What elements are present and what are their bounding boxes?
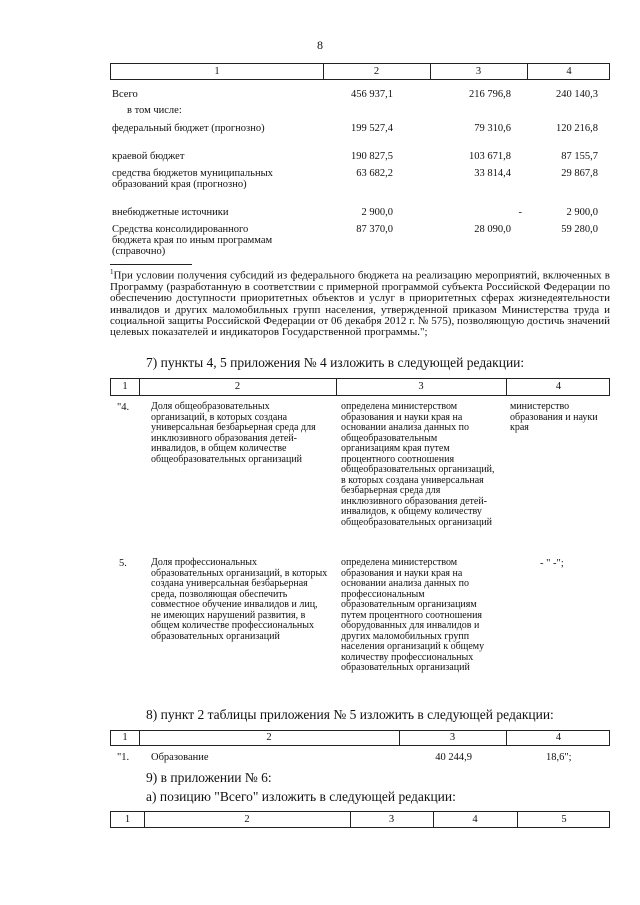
table1-row-c2: 87 370,0	[356, 224, 393, 235]
table1-row-label: внебюджетные источники	[112, 207, 229, 218]
table1-row-c3: 216 796,8	[469, 89, 511, 100]
table1-row-c2: 199 527,4	[351, 123, 393, 134]
table1-row-c2: 456 937,1	[351, 89, 393, 100]
paragraph-8: 8) пункт 2 таблицы приложения № 5 изложить в следующей редакции:	[146, 707, 554, 722]
table1-row-c2: 63 682,2	[356, 168, 393, 179]
table3-row-c3: 40 244,9	[435, 752, 472, 763]
table1-row-c4: 240 140,3	[556, 89, 598, 100]
table1-row-label: средства бюджетов муниципальных образований края (прогнозно)	[112, 168, 273, 190]
table1-header-col2: 2	[373, 66, 380, 77]
table2-row-responsible: - " -";	[540, 558, 564, 569]
table1-row-label: краевой бюджет	[112, 151, 185, 162]
table2-row-indicator: Доля общеобразовательных организаций, в которых создана универсальная безбарьерная среда для инклюзивного образования детей-инвалидов, в общем количестве общеобразовательных организаций	[151, 401, 316, 465]
table1-row-c4: 120 216,8	[556, 123, 598, 134]
table4-header-col4: 4	[472, 814, 478, 825]
table2-row-responsible: министерство образования и науки края	[510, 401, 598, 433]
paragraph-7: 7) пункты 4, 5 приложения № 4 изложить в следующей редакции:	[146, 355, 525, 370]
footnote	[110, 267, 610, 338]
table4-header-col2: 2	[244, 814, 250, 825]
table2-header-col3: 3	[418, 381, 424, 392]
footnote-marker: 1	[110, 268, 114, 276]
table1-row-label: Всего	[112, 89, 138, 100]
table1-row-c2: 190 827,5	[351, 151, 393, 162]
table1-row-c4: 59 280,0	[561, 224, 598, 235]
table1-header	[110, 63, 610, 80]
table1-row-c4: 29 867,8	[561, 168, 598, 179]
table2-header-col4: 4	[555, 381, 562, 392]
table2-header-col2: 2	[234, 381, 241, 392]
footnote-text: При условии получения субсидий из федерального бюджета на реализацию мероприятий, включенных в Программу (разработанную в соответствии с примерной программой субъекта Российской Федерации по обеспечению доступности приоритетных объектов и услуг в приоритетных сферах жизнедеятельности инвалидов и других маломобильных групп населения, утвержденной приказом Министерства труда и социальной защиты Российской Федерации от 06 декабря 2012 г. № 575), позволяющую достичь значений целевых показателей и индикаторов Государственной программы.";	[110, 269, 610, 339]
paragraph-9a: а) позицию "Всего" изложить в следующей редакции:	[146, 789, 456, 804]
table3-row-c4: 18,6";	[546, 752, 572, 763]
table3-header-col3: 3	[449, 732, 456, 743]
table1-row-label: федеральный бюджет (прогнозно)	[112, 123, 265, 134]
table1-row-c3: 79 310,6	[474, 123, 511, 134]
table2-row-num: "4.	[117, 402, 130, 413]
footnote-separator	[110, 264, 192, 265]
table1-row-c3: 33 814,4	[474, 168, 511, 179]
table1-row-label: в том числе:	[127, 105, 182, 116]
paragraph-9: 9) в приложении № 6:	[146, 770, 272, 785]
table1-row-c4: 87 155,7	[561, 151, 598, 162]
table2-header	[110, 378, 610, 396]
table4-header-col3: 3	[388, 814, 395, 825]
table1-header-col1: 1	[214, 66, 220, 77]
table3-header	[110, 730, 610, 746]
table1-row-c3: 28 090,0	[474, 224, 511, 235]
table1-header-col3: 3	[475, 66, 482, 77]
table2-row-method: определена министерством образования и науки края на основании анализа данных по общеобразовательным организациям края путем процентного соотношения общеобразовательных организаций, в которых создана универсальная безбарьерная среда для инклюзивного образования детей-инвалидов, к общему количеству общеобразовательных организаций	[341, 401, 495, 528]
table2-header-col1: 1	[122, 381, 128, 392]
page-number: 8	[317, 38, 323, 52]
table3-row-name: Образование	[151, 752, 209, 763]
table3-row-num: "1.	[117, 752, 130, 763]
table1-header-col4: 4	[566, 66, 572, 77]
table3-header-col4: 4	[555, 732, 562, 743]
table4-header	[110, 811, 610, 828]
table2-row-indicator: Доля профессиональных образовательных организаций, в которых создана универсальная безбарьерная среда, позволяющая обеспечить совместное обучение инвалидов и лиц, не имеющих нарушений развития, в общем количестве профессиональных образовательных организаций	[151, 557, 328, 642]
table4-header-col5: 5	[561, 814, 567, 825]
table3-header-col1: 1	[122, 732, 128, 743]
table2-row-method: определена министерством образования и науки края на основании анализа данных по профессиональным образовательным организациям путем процентного соотношения оборудованных для инвалидов и других маломобильных групп населения организаций к общему количеству профессиональных образовательных организаций	[341, 557, 485, 673]
table1-row-label: Средства консолидированного бюджета края по иным программам (справочно)	[112, 224, 273, 257]
table3-header-col2: 2	[266, 732, 272, 743]
table1-row-c2: 2 900,0	[361, 207, 393, 218]
table4-header-col1: 1	[124, 814, 131, 825]
table1-row-c4: 2 900,0	[566, 207, 598, 218]
table1-row-c3: 103 671,8	[469, 151, 511, 162]
table2-row-num: 5.	[119, 558, 127, 569]
table1-row-c3: -	[518, 207, 522, 218]
